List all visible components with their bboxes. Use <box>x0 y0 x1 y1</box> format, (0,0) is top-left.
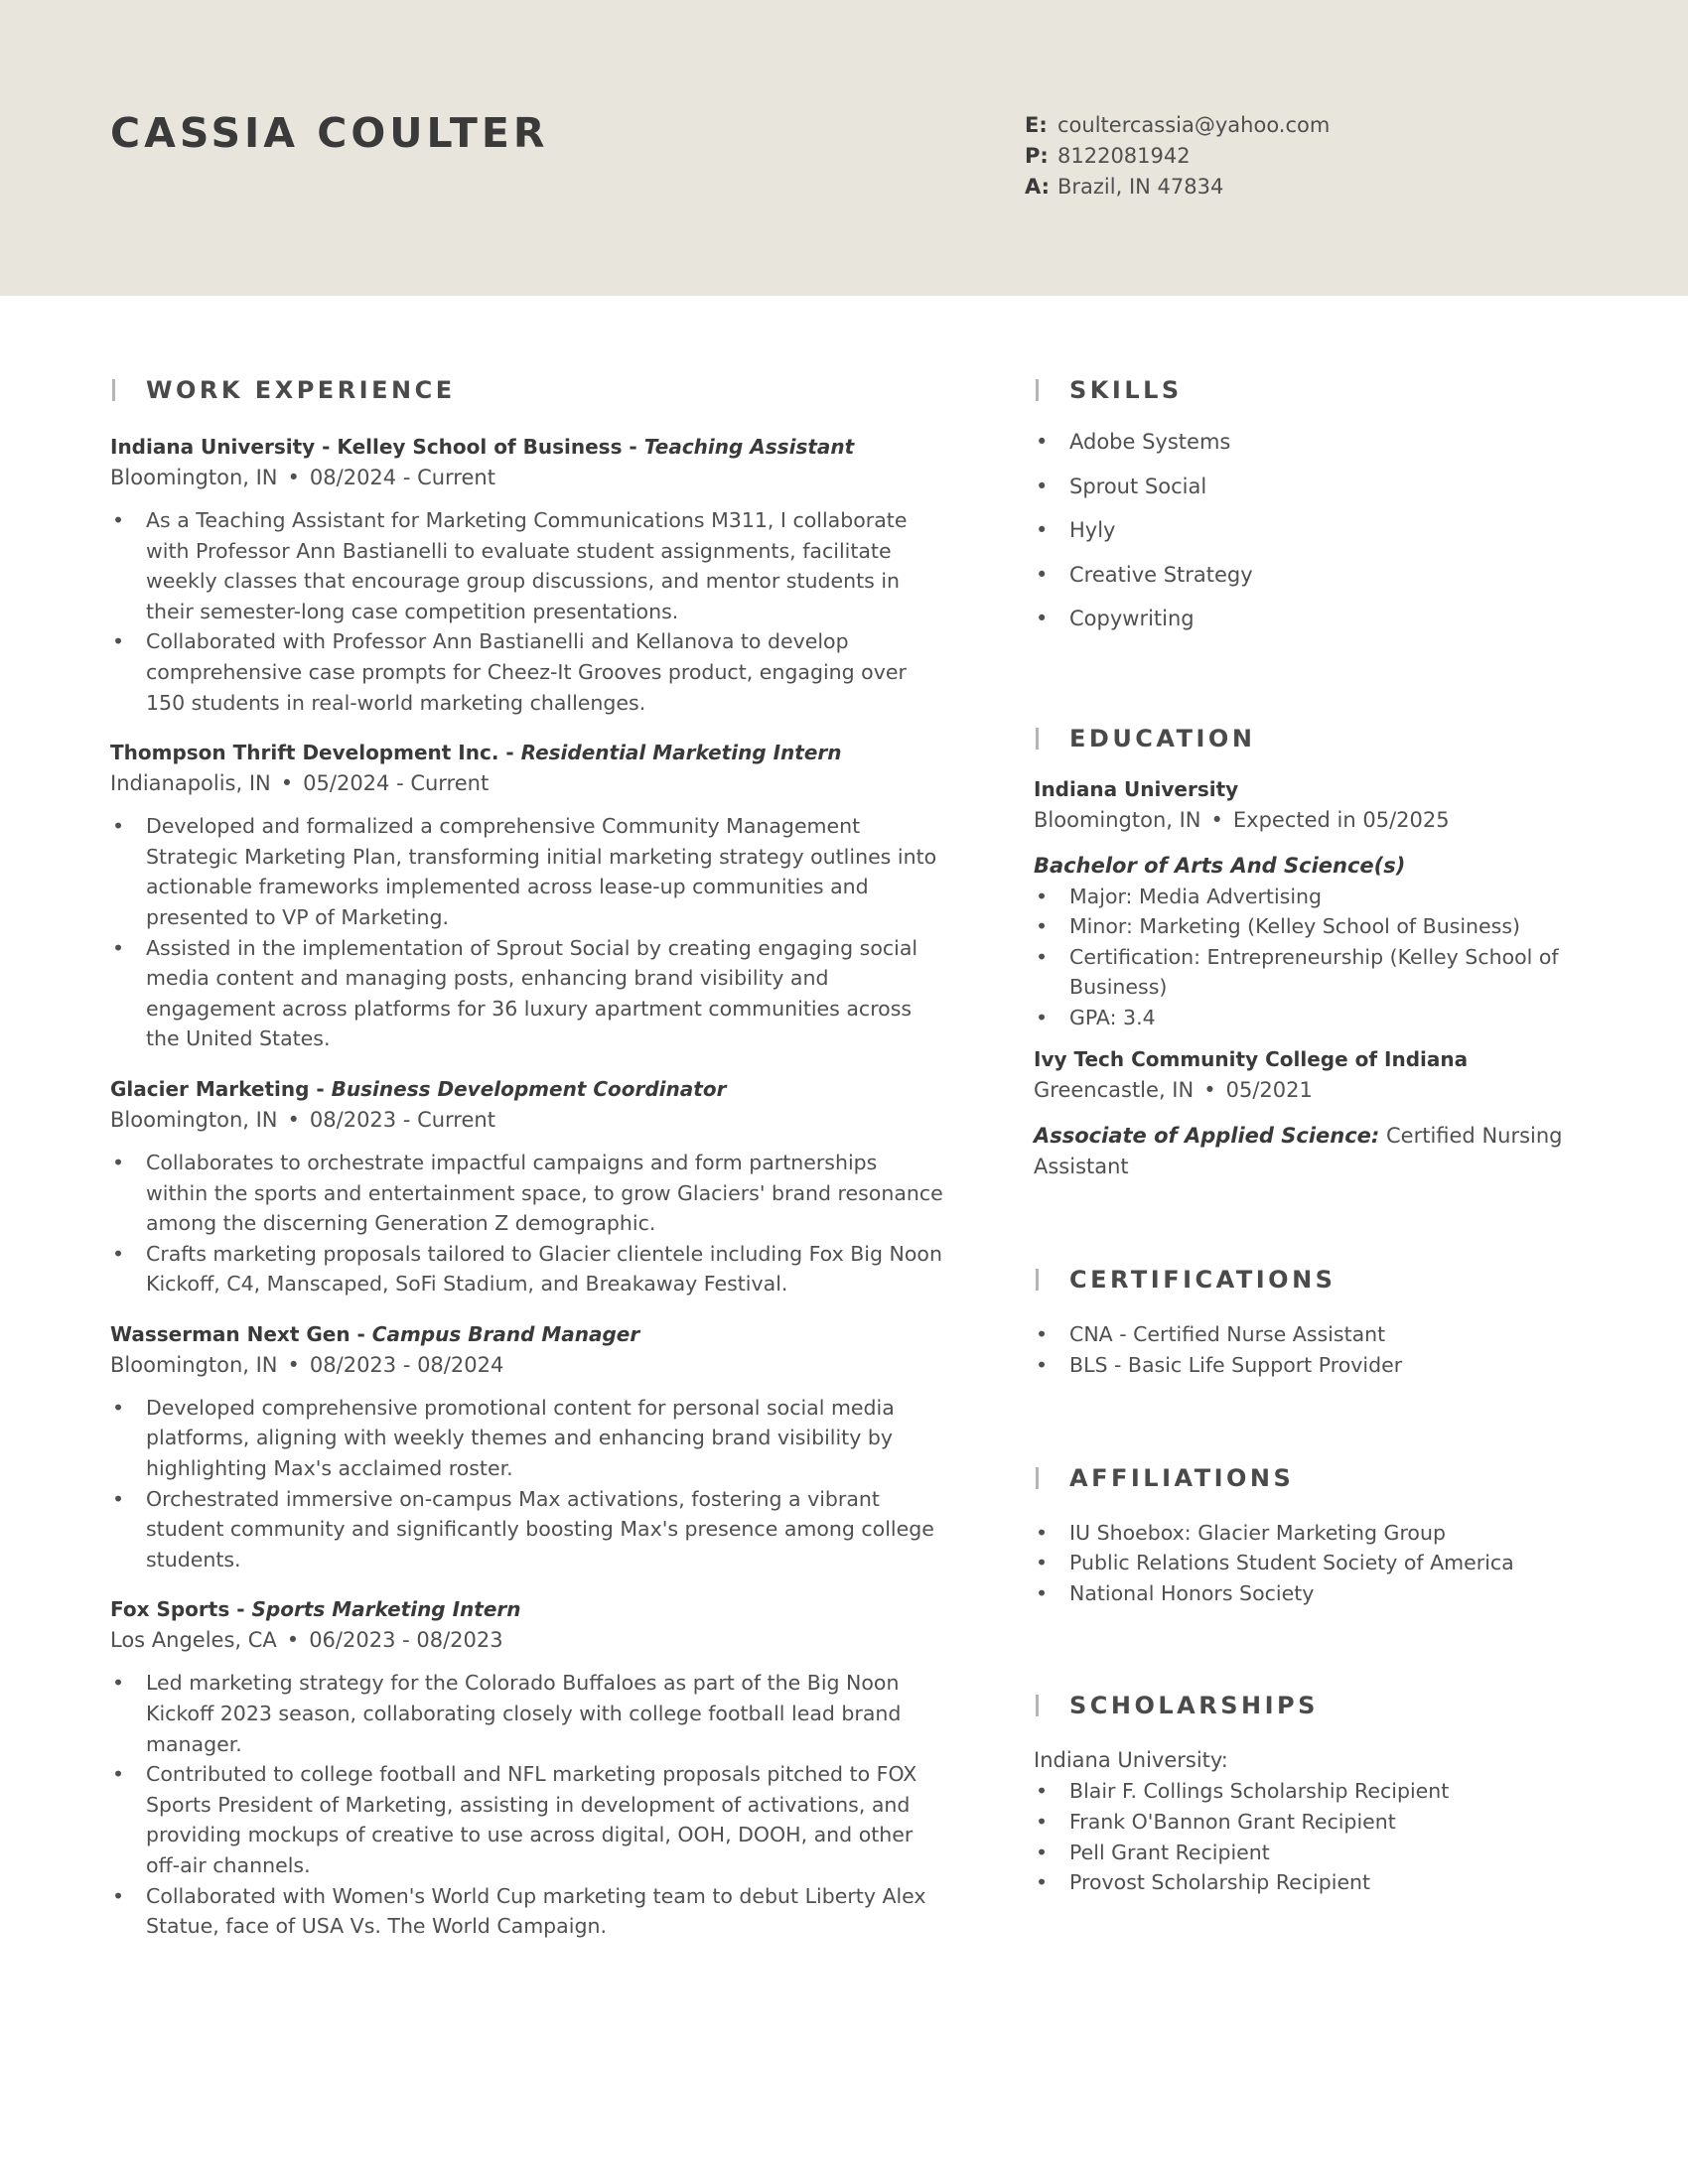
degree-label: Associate of Applied Science: <box>1034 1124 1380 1149</box>
job-location: Bloomington, IN <box>110 1352 278 1377</box>
job-sep: - <box>498 741 521 765</box>
section-bar <box>1036 379 1039 401</box>
degree-title: Bachelor of Arts And Science(s) <box>1034 853 1406 878</box>
job-entry <box>110 1319 944 1575</box>
separator-dot: • <box>286 1628 300 1653</box>
scholarship-item: • Frank O'Bannon Grant Recipient <box>1034 1807 1590 1838</box>
contact-email <box>1025 110 1330 141</box>
certifications-list <box>1034 1319 1590 1380</box>
job-bullets <box>110 1148 944 1299</box>
job-org: Thompson Thrift Development Inc. <box>110 741 499 765</box>
skills-list <box>1034 420 1590 641</box>
job-bullet: • Crafts marketing proposals tailored to Glacier clientele including Fox Big Noon Kickoff, C4, Manscaped, SoFi Stadium, and Breakaway Festival. <box>110 1239 944 1299</box>
job-bullets <box>110 505 944 718</box>
job-bullets <box>110 1393 944 1575</box>
section-title: SCHOLARSHIPS <box>1069 1692 1319 1720</box>
scholarships-intro: Indiana University: <box>1034 1748 1228 1773</box>
job-org: Indiana University - Kelley School of Business <box>110 435 623 459</box>
job-title <box>110 1074 944 1105</box>
candidate-name: CASSIA COULTER <box>110 109 549 157</box>
job-org: Fox Sports <box>110 1597 230 1622</box>
contact-label: E: <box>1025 113 1048 137</box>
contact-phone <box>1025 141 1330 172</box>
scholarships-list <box>1034 1776 1590 1897</box>
job-title <box>110 738 944 768</box>
school-name: Ivy Tech Community College of Indiana <box>1034 1047 1469 1072</box>
certification-item: • CNA - Certified Nurse Assistant <box>1034 1319 1590 1350</box>
skill-item: • Copywriting <box>1034 597 1590 641</box>
section-bar <box>1036 1269 1039 1291</box>
job-role: Business Development Coordinator <box>331 1076 727 1101</box>
job-meta <box>110 768 944 799</box>
school-date: 05/2021 <box>1225 1078 1313 1103</box>
school-name: Indiana University <box>1034 776 1239 801</box>
right-column <box>1034 372 1590 1898</box>
school-meta <box>1034 1075 1590 1106</box>
job-bullet: • As a Teaching Assistant for Marketing Communications M311, I collaborate with Professor Ann Bastianelli to evaluate student assignments, facilitate weekly classes that encourage group discussions, and mentor students in their semester-long case competition presentations. <box>110 505 944 626</box>
skill-item: • Hyly <box>1034 508 1590 553</box>
section-title: SKILLS <box>1069 376 1183 404</box>
contact-label: P: <box>1025 144 1049 168</box>
affiliations-list <box>1034 1518 1590 1609</box>
job-bullet: • Developed and formalized a comprehensive Community Management Strategic Marketing Plan, transforming initial marketing strategy outlines into actionable frameworks implemented across lease-up communities and presented to VP of Marketing. <box>110 811 944 932</box>
job-meta <box>110 1625 944 1656</box>
job-entry <box>110 1594 944 1941</box>
degree-detail: • Major: Media Advertising <box>1034 882 1590 912</box>
degree-details <box>1034 882 1590 1033</box>
contact-address <box>1025 172 1330 203</box>
job-bullet: • Orchestrated immersive on-campus Max activations, fostering a vibrant student community and significantly boosting Max's presence among college students. <box>110 1484 944 1575</box>
education-entry <box>1034 1044 1590 1182</box>
separator-dot: • <box>280 771 294 796</box>
job-role: Teaching Assistant <box>643 435 855 459</box>
left-column <box>110 372 944 1942</box>
scholarship-item: • Pell Grant Recipient <box>1034 1838 1590 1868</box>
job-sep: - <box>622 435 644 459</box>
section-title: CERTIFICATIONS <box>1069 1266 1336 1295</box>
job-title <box>110 1594 944 1625</box>
job-org: Wasserman Next Gen <box>110 1321 351 1346</box>
education-heading <box>1034 721 1590 760</box>
job-dates: 08/2023 - 08/2024 <box>309 1352 504 1377</box>
job-bullet: • Led marketing strategy for the Colorado Buffaloes as part of the Big Noon Kickoff 2023 season, collaborating closely with college football lead brand manager. <box>110 1668 944 1759</box>
scholarships-heading <box>1034 1688 1590 1727</box>
job-role: Campus Brand Manager <box>371 1321 640 1346</box>
job-sep: - <box>350 1321 372 1346</box>
separator-dot: • <box>1203 1078 1216 1103</box>
job-sep: - <box>229 1597 252 1622</box>
skill-item: • Creative Strategy <box>1034 553 1590 598</box>
job-meta <box>110 463 944 493</box>
job-entry <box>110 1074 944 1299</box>
section-bar <box>1036 1695 1039 1716</box>
section-title: EDUCATION <box>1069 724 1256 752</box>
certification-item: • BLS - Basic Life Support Provider <box>1034 1350 1590 1381</box>
address-value: Brazil, IN 47834 <box>1057 175 1224 199</box>
degree-detail: • Minor: Marketing (Kelley School of Business) <box>1034 911 1590 942</box>
section-title: WORK EXPERIENCE <box>146 376 456 404</box>
section-bar <box>112 379 115 401</box>
education-entry <box>1034 774 1590 1033</box>
section-bar <box>1036 728 1039 750</box>
work-experience-heading <box>110 372 944 412</box>
degree-detail: • GPA: 3.4 <box>1034 1003 1590 1033</box>
section-title: AFFILIATIONS <box>1069 1463 1295 1492</box>
affiliations-heading <box>1034 1460 1590 1500</box>
separator-dot: • <box>287 1107 300 1132</box>
job-entry <box>110 738 944 1054</box>
job-bullet: • Developed comprehensive promotional content for personal social media platforms, aligning with weekly themes and enhancing brand visibility by highlighting Max's acclaimed roster. <box>110 1393 944 1484</box>
email-value[interactable]: coultercassia@yahoo.com <box>1057 113 1331 137</box>
phone-value[interactable]: 8122081942 <box>1057 144 1191 168</box>
school-meta <box>1034 805 1590 836</box>
skills-heading <box>1034 372 1590 412</box>
job-entry <box>110 432 944 718</box>
contact-block <box>1025 110 1330 203</box>
separator-dot: • <box>287 1352 300 1377</box>
school-date: Expected in 05/2025 <box>1232 807 1450 832</box>
section-bar <box>1036 1467 1039 1489</box>
job-sep: - <box>309 1076 332 1101</box>
job-org: Glacier Marketing <box>110 1076 310 1101</box>
scholarship-item: • Provost Scholarship Recipient <box>1034 1867 1590 1898</box>
separator-dot: • <box>1210 807 1223 832</box>
affiliation-item: • National Honors Society <box>1034 1578 1590 1609</box>
job-bullets <box>110 1668 944 1941</box>
job-role: Sports Marketing Intern <box>251 1597 521 1622</box>
header-band <box>0 0 1688 296</box>
job-location: Indianapolis, IN <box>110 771 271 796</box>
job-dates: 08/2023 - Current <box>309 1107 495 1132</box>
job-bullet: • Contributed to college football and NFL marketing proposals pitched to FOX Sports President of Marketing, assisting in development of activations, and providing mockups of creative to use across digital, OOH, DOOH, and other off-air channels. <box>110 1759 944 1880</box>
job-meta <box>110 1350 944 1381</box>
job-bullet: • Collaborated with Professor Ann Bastianelli and Kellanova to develop comprehensive case prompts for Cheez-It Grooves product, engaging over 150 students in real-world marketing challenges. <box>110 626 944 718</box>
certifications-heading <box>1034 1262 1590 1301</box>
skill-item: • Sprout Social <box>1034 465 1590 509</box>
job-bullet: • Assisted in the implementation of Sprout Social by creating engaging social media content and managing posts, enhancing brand visibility and engagement across platforms for 36 luxury apartment communities across the United States. <box>110 933 944 1054</box>
job-meta <box>110 1105 944 1136</box>
job-bullets <box>110 811 944 1054</box>
job-location: Bloomington, IN <box>110 466 278 489</box>
job-title <box>110 1319 944 1350</box>
affiliation-item: • IU Shoebox: Glacier Marketing Group <box>1034 1518 1590 1549</box>
job-dates: 05/2024 - Current <box>303 771 490 796</box>
degree-value: Certified Nursing Assistant <box>1034 1124 1563 1179</box>
contact-label: A: <box>1025 175 1051 199</box>
job-role: Residential Marketing Intern <box>520 741 842 765</box>
job-dates: 06/2023 - 08/2023 <box>309 1628 503 1653</box>
school-location: Greencastle, IN <box>1034 1078 1195 1103</box>
job-bullet: • Collaborates to orchestrate impactful campaigns and form partnerships within the sports and entertainment space, to grow Glaciers' brand resonance among the discerning Generation Z demographic. <box>110 1148 944 1239</box>
job-location: Los Angeles, CA <box>110 1628 277 1653</box>
job-title <box>110 432 944 463</box>
school-location: Bloomington, IN <box>1034 807 1201 832</box>
degree-line <box>1034 1121 1590 1182</box>
job-bullet: • Collaborated with Women's World Cup marketing team to debut Liberty Alex Statue, face of USA Vs. The World Campaign. <box>110 1881 944 1942</box>
job-dates: 08/2024 - Current <box>309 466 495 489</box>
job-location: Bloomington, IN <box>110 1107 278 1132</box>
scholarship-item: • Blair F. Collings Scholarship Recipient <box>1034 1776 1590 1807</box>
skill-item: • Adobe Systems <box>1034 420 1590 465</box>
separator-dot: • <box>287 466 300 489</box>
degree-detail: • Certification: Entrepreneurship (Kelley School of Business) <box>1034 942 1590 1003</box>
affiliation-item: • Public Relations Student Society of America <box>1034 1548 1590 1578</box>
